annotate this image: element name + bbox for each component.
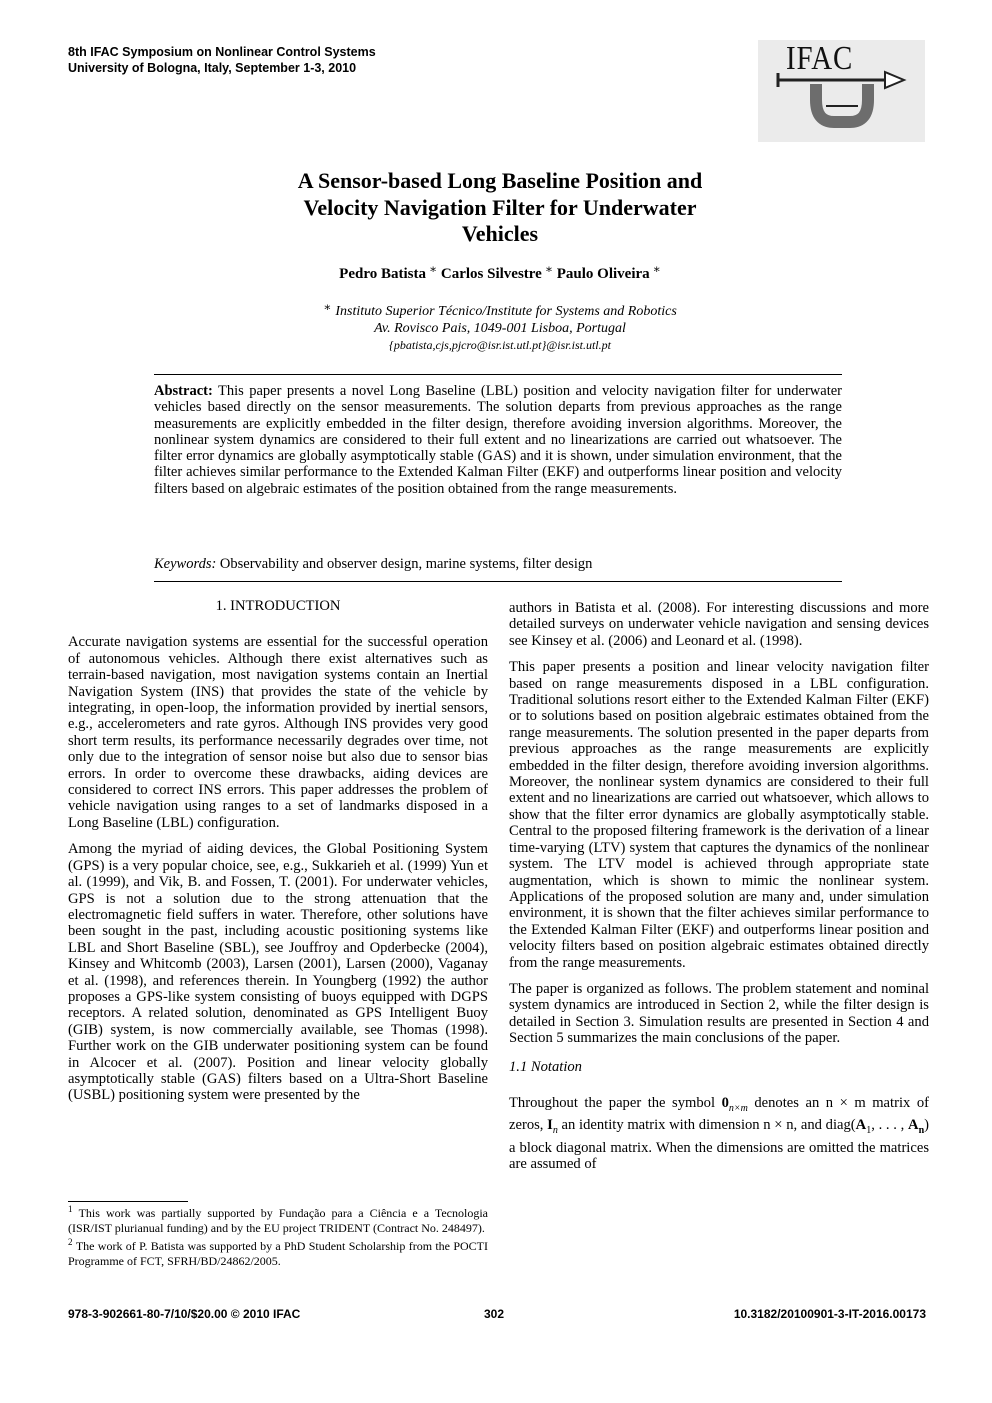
keywords-label: Keywords: xyxy=(154,556,217,572)
footnote xyxy=(68,1202,488,1235)
footer-isbn: 978-3-902661-80-7/10/$20.00 © 2010 IFAC xyxy=(68,1307,301,1321)
math-subscript: n xyxy=(552,1125,558,1137)
ifac-logo xyxy=(758,40,925,142)
math-symbol: A xyxy=(855,1117,867,1134)
conference-name: 8th IFAC Symposium on Nonlinear Control Systems xyxy=(68,45,376,59)
footnote xyxy=(68,1235,488,1268)
affiliation-address: Av. Rovisco Pais, 1049-001 Lisboa, Portugal xyxy=(374,321,626,336)
math-symbol: 0 xyxy=(721,1094,729,1111)
text-run: denotes an n × m matrix of zeros, xyxy=(509,1094,929,1134)
conference-header xyxy=(68,44,376,76)
footnotes xyxy=(68,1202,488,1268)
paragraph: The paper is organized as follows. The problem statement and nominal system dynamics are introduced in Section 2, while the filter design is detailed in Section 3. Simulation results are presented in Section 4 and Section 5 summarizes the main conclusions of the paper. xyxy=(509,980,929,1047)
affiliation xyxy=(150,300,850,354)
paragraph xyxy=(509,1095,929,1172)
conference-location: University of Bologna, Italy, September 1-3, 2010 xyxy=(68,61,357,75)
author-mark: ∗ xyxy=(652,262,661,276)
footnote-text: This work was partially supported by Fundação para a Ciência e a Tecnologia (ISR/IST plurianual funding) and by the EU project TRIDENT (Contract No. 248497). xyxy=(68,1206,489,1235)
paper-title xyxy=(150,168,850,248)
title-line: Vehicles xyxy=(461,221,539,246)
text-run: an identity matrix with dimension n × n, and diag( xyxy=(557,1117,856,1134)
math-subscript: 1 xyxy=(866,1125,872,1137)
text-run: Throughout the paper the symbol xyxy=(509,1094,722,1111)
page-number: 302 xyxy=(484,1307,505,1321)
title-line: A Sensor-based Long Baseline Position and xyxy=(297,168,703,193)
affiliation-email: {pbatista,cjs,pjcro@isr.ist.utl.pt}@isr.ist.utl.pt xyxy=(389,338,611,352)
right-column xyxy=(509,600,929,1182)
footnote-mark: 1 xyxy=(68,1204,73,1214)
author-mark: ∗ xyxy=(428,262,438,276)
author-list xyxy=(150,262,850,283)
text-run: , . . . , xyxy=(871,1117,909,1134)
footer-doi: 10.3182/20100901-3-IT-2016.00173 xyxy=(733,1307,926,1321)
text-run: ) a block diagonal matrix. When the dimensions are omitted the matrices are assumed of xyxy=(509,1117,929,1172)
title-line: Velocity Navigation Filter for Underwater xyxy=(303,194,697,220)
affiliation-institute: Instituto Superior Técnico/Institute for Systems and Robotics xyxy=(335,304,677,319)
math-subscript: n xyxy=(918,1125,925,1137)
affiliation-mark: ∗ xyxy=(323,300,332,314)
left-column xyxy=(68,598,488,1114)
paragraph: authors in Batista et al. (2008). For interesting discussions and more detailed surveys on underwater vehicle navigation and sensing devices see Kinsey et al. (2006) and Leonard et al. (1998). xyxy=(509,600,929,649)
abstract-text: This paper presents a novel Long Baseline (LBL) position and velocity navigation filter for underwater vehicles based directly on the sensor measurements. The solution departs from previous approaches as the range measurements are explicitly embedded in the filter design, therefore avoiding inversion algorithms. Moreover, the nonlinear system dynamics are considered to their full extent and no linearizations are carried out whatsoever. The filter error dynamics are globally asymptotically stable (GAS) and it is shown, under simulation environment, that the filter achieves similar performance to the Extended Kalman Filter (EKF) and outperforms linear position and velocity filters based on algebraic estimates of the position obtained from the range measurements. xyxy=(154,383,842,497)
subsection-heading: 1.1 Notation xyxy=(509,1058,582,1075)
author-mark: ∗ xyxy=(544,262,553,276)
author-name: Pedro Batista xyxy=(339,266,426,282)
keywords xyxy=(154,556,842,572)
divider xyxy=(154,581,842,582)
footnote-text: The work of P. Batista was supported by a PhD Student Scholarship from the POCTI Programme of FCT, SFRH/BD/24862/2005. xyxy=(68,1239,489,1268)
paragraph: This paper presents a position and linear velocity navigation filter based on range measurements disposed in a LBL configuration. Traditional solutions resort either to the Extended Kalman Filter (EKF) or to solutions based on position algebraic estimates obtained from the range measurements. The solution presented in the paper departs from previous approaches as the range measurements are explicitly embedded in the filter design, therefore avoiding inversion algorithms. Moreover, the nonlinear system dynamics are considered to their full extent and no linearizations are carried out whatsoever, which allows to show that the filter error dynamics are globally asymptotically stable. Central to the proposed filtering framework is the derivation of a linear time-varying (LTV) system that captures the dynamics of the nonlinear system. The LTV model is achieved through appropriate state augmentation, which is shown to mimic the nonlinear system. Applications of the proposed solution are many and, under simulation environment, it is shown that the filter achieves similar performance to the Extended Kalman Filter (EKF) and outperforms linear position and velocity filters based on position algebraic estimates obtained directly from the range measurements. xyxy=(509,659,929,971)
author-name: Paulo Oliveira xyxy=(556,266,650,282)
section-heading: 1. INTRODUCTION xyxy=(215,598,341,614)
math-symbol: A xyxy=(908,1117,919,1134)
divider xyxy=(154,374,842,375)
footnote-mark: 2 xyxy=(68,1237,73,1248)
paragraph: Among the myriad of aiding devices, the Global Positioning System (GPS) is a very popular choice, see, e.g., Sukkarieh et al. (1999) Yun et al. (1999), and Vik, B. and Fossen, T. (2001). For underwater vehicles, GPS is not a solution due to the strong attenuation that the electromagnetic field suffers in water. Therefore, other solutions have been sought in the past, including acoustic positioning systems like LBL and Short Baseline (SBL), see Jouffroy and Opderbecke (2004), Kinsey and Whitcomb (2003), Larsen (2001), Larsen (2000), Vaganay et al. (1998), and references therein. In Youngberg (1992) the author proposes a GPS-like system consisting of buoys equipped with DGPS receptors. A related solution, denominated as GPS Intelligent Buoy (GIB) system, is now commercially available, see Thomas (1998). Further work on the GIB underwater positioning system can be found in Alcocer et al. (2007). Position and linear velocity globally asymptotically stable (GAS) filters based on a Ultra-Short Baseline (USBL) positioning system were presented by the xyxy=(68,841,488,1104)
ifac-logo-text: IFAC xyxy=(786,40,854,77)
math-subscript: n×m xyxy=(728,1102,748,1114)
ifac-logo-icon xyxy=(758,40,925,142)
abstract xyxy=(154,383,842,497)
math-symbol: I xyxy=(547,1117,553,1134)
abstract-label: Abstract: xyxy=(154,383,213,399)
paragraph: Accurate navigation systems are essential for the successful operation of autonomous vehicles. Although there exist alternatives such as terrain-based navigation, most navigation systems contain an Inertial Navigation System (INS) that provides the state of the vehicle by integrating, in open-loop, the information provided by inertial sensors, e.g., accelerometers and rate gyros. Although INS provides very good short term results, its performance necessarily degrades over time, not only due to the integration of sensor noise but also due to sensor bias errors. In order to overcome these drawbacks, aiding devices are considered to correct INS errors. This paper addresses the problem of vehicle navigation using ranges to a set of landmarks disposed in a Long Baseline (LBL) configuration. xyxy=(68,634,488,831)
author-name: Carlos Silvestre xyxy=(440,266,542,282)
keywords-text: Observability and observer design, marine systems, filter design xyxy=(219,556,593,572)
